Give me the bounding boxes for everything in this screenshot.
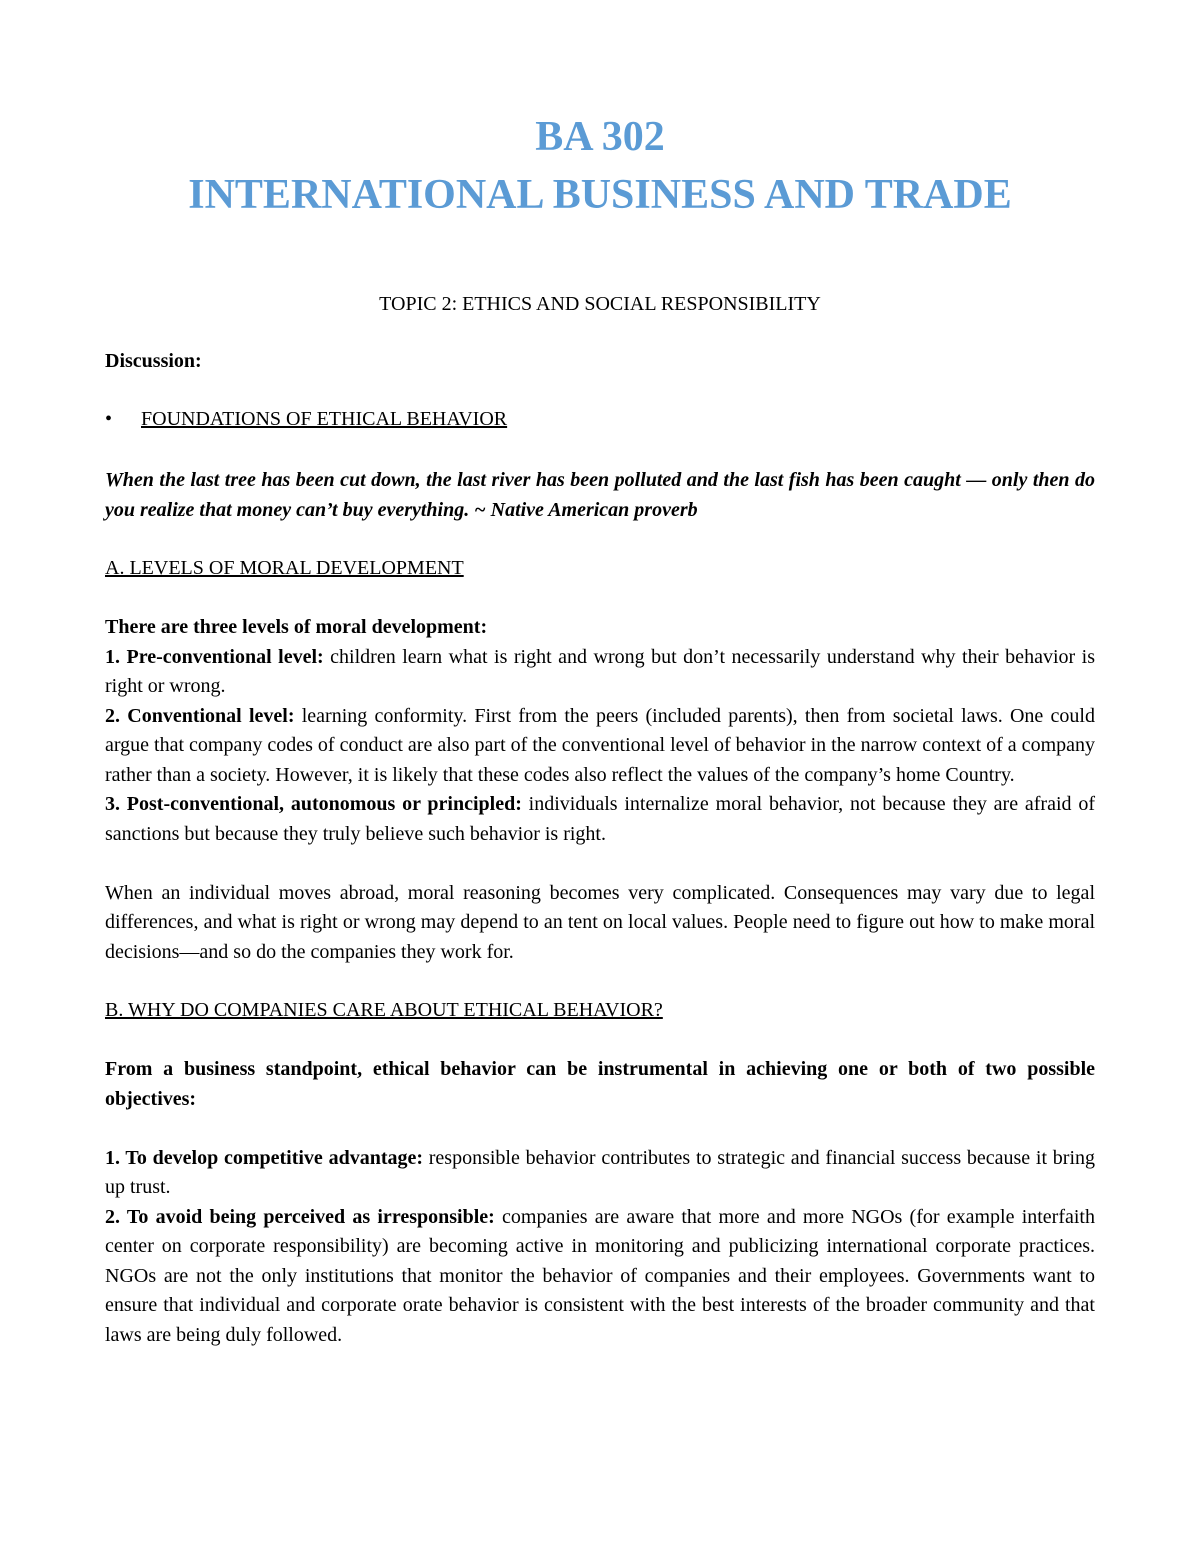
discussion-label: Discussion: (105, 350, 202, 372)
proverb-quote: When the last tree has been cut down, the last river has been polluted and the last fish has been caught — only then do you realize that money can’t buy everything. ~ Native American proverb (105, 469, 1095, 521)
section-a-intro (105, 613, 1095, 643)
item-label: 1. To develop competitive advantage: (105, 1146, 424, 1169)
item-text: companies are aware that more and more NGOs (for example interfaith center on corporate responsibility) are becoming active in monitoring and publicizing international corporate practices. NGOs are not the only institutions that monitor the behavior of companies and their employees. Governments want to ensure that individual and corporate orate behavior is consistent with the best interests of the broader community and that laws are being duly followed. (105, 1205, 1095, 1346)
section-a-closing: When an individual moves abroad, moral reasoning becomes very complicated. Consequences may vary due to legal differences, and what is right or wrong may depend to an tent on local values. People need to figure out how to make moral decisions—and so do the companies they work for. (105, 881, 1095, 963)
section-a-intro-text: There are three levels of moral development: (105, 616, 488, 638)
bullet-item (105, 407, 1095, 431)
item-label: 1. Pre-conventional level: (105, 645, 324, 668)
bullet-text: FOUNDATIONS OF ETHICAL BEHAVIOR (141, 408, 508, 430)
item-text: children learn what is right and wrong but don’t necessarily understand why their behavior is right or wrong. (105, 645, 1095, 697)
section-a-item-2 (105, 702, 1095, 791)
section-b-item-1 (105, 1144, 1095, 1203)
item-text: responsible behavior contributes to strategic and financial success because it bring up trust. (105, 1146, 1095, 1198)
section-b-item-2 (105, 1203, 1095, 1351)
document-page (105, 108, 1095, 1350)
section-b-intro-text: From a business standpoint, ethical behavior can be instrumental in achieving one or both of two possible objectives: (105, 1058, 1095, 1110)
item-label: 3. Post-conventional, autonomous or principled: (105, 793, 522, 815)
section-a-item-3 (105, 790, 1095, 849)
section-a-heading: A. LEVELS OF MORAL DEVELOPMENT (105, 557, 464, 579)
course-code: BA 302 (535, 114, 665, 160)
section-a-item-1 (105, 643, 1095, 702)
course-title: INTERNATIONAL BUSINESS AND TRADE (188, 172, 1012, 218)
topic-title: TOPIC 2: ETHICS AND SOCIAL RESPONSIBILITY (379, 293, 821, 315)
item-label: 2. To avoid being perceived as irresponsible: (105, 1205, 495, 1228)
section-b-heading: B. WHY DO COMPANIES CARE ABOUT ETHICAL BEHAVIOR? (105, 999, 663, 1021)
item-label: 2. Conventional level: (105, 704, 295, 727)
section-b-intro (105, 1055, 1095, 1114)
item-text: learning conformity. First from the peers (included parents), then from societal laws. One could argue that company codes of conduct are also part of the conventional level of behavior in the narrow context of a company rather than a society. However, it is likely that these codes also reflect the values of the company’s home Country. (105, 704, 1095, 786)
bullet-icon: • (105, 408, 113, 430)
item-text: individuals internalize moral behavior, not because they are afraid of sanctions but because they truly believe such behavior is right. (105, 793, 1095, 845)
